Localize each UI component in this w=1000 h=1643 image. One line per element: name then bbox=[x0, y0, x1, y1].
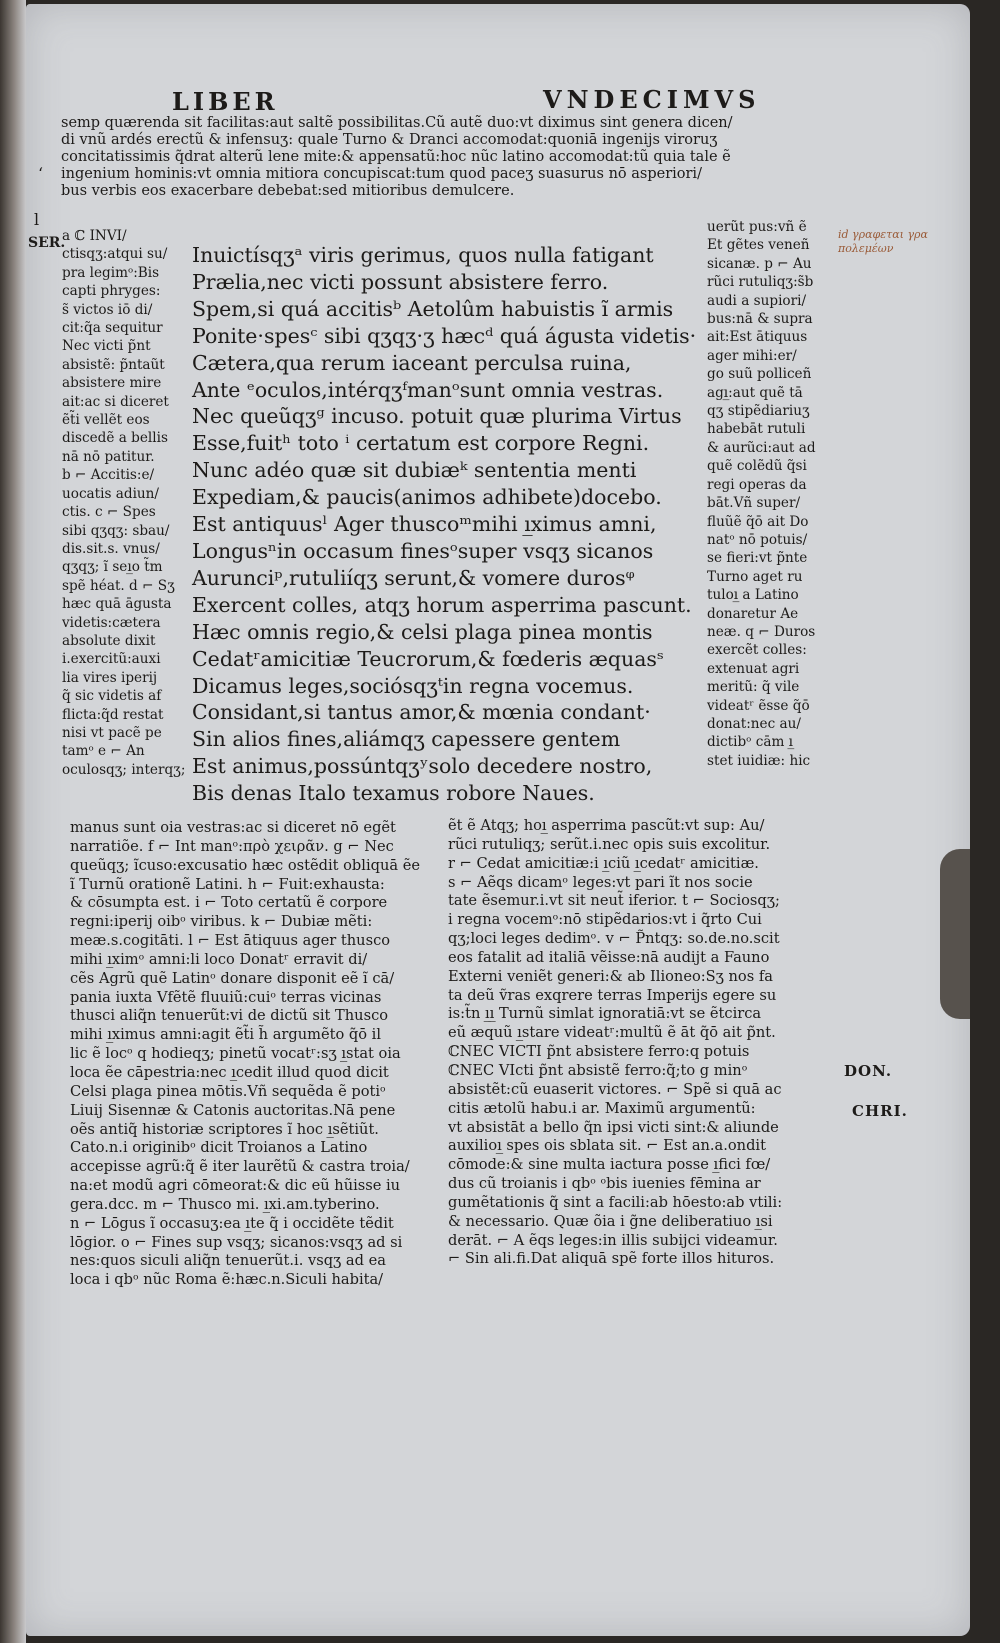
prose-intro bbox=[61, 115, 733, 200]
gloss-line: rũci rutuliqʒ:s̃b bbox=[707, 274, 814, 291]
commentary-line: mihi ı̲ximᵒ amni:li loco Donatʳ erravit di/ bbox=[70, 950, 368, 968]
gloss-line: qʒqʒ; ĩ seı̲o t̃m bbox=[62, 559, 163, 576]
verse-line: Nunc adéo quæ sit dubiæᵏ sententia menti bbox=[192, 458, 637, 483]
margin-mark-upper: ‘ bbox=[38, 164, 44, 183]
book-clasp bbox=[940, 849, 970, 1019]
verse-line: Spem,si quá accitisᵇ Aetolûm habuistis ĩ armis bbox=[192, 296, 674, 321]
verse-line: Exercent colles, atqʒ horum asperrima pascunt. bbox=[192, 592, 692, 617]
commentary-line: gumẽtationis q̃ sint a facili:ab hōesto:ab vtili: bbox=[448, 1193, 783, 1211]
commentary-line: cẽs Agrũ quẽ Latinᵒ donare disponit eẽ ĩ cā/ bbox=[70, 969, 395, 987]
gloss-line: bus:nā & supra bbox=[707, 311, 813, 328]
gloss-line: habebāt rutuli bbox=[707, 421, 806, 438]
gloss-line: meritũ: q̃ vile bbox=[707, 679, 800, 696]
commentary-line: n ⌐ Lōgus ĩ occasuʒ:ea ı̲te q̃ i occidẽte tẽdit bbox=[70, 1214, 394, 1232]
marginalia-line: id γραφεται γρα bbox=[838, 228, 928, 241]
commentary-line: s ⌐ Aẽqs dicamᵒ leges:vt pari ĩt nos socie bbox=[448, 873, 753, 891]
gloss-line: ager mihi:er/ bbox=[707, 347, 797, 364]
gloss-line: tuloı̲ a Latino bbox=[707, 587, 799, 604]
gloss-line: qʒ stipẽdiariuʒ bbox=[707, 403, 810, 420]
gloss-line: regi operas da bbox=[707, 476, 807, 493]
gloss-line: pra legimᵒ:Bis bbox=[62, 264, 160, 281]
gloss-line: sicanæ. p ⌐ Au bbox=[707, 255, 812, 272]
gloss-line: capti phryges: bbox=[62, 283, 161, 300]
verse-line: Cætera,qua rerum iaceant perculsa ruina, bbox=[192, 350, 632, 375]
commentary-line: & necessario. Quæ õia i g̃ne deliberatiuo ı̲si bbox=[448, 1212, 773, 1230]
gloss-line: donat:nec au/ bbox=[707, 715, 801, 732]
commentary-line: narratiõe. f ⌐ Int manᵒ:πρὸ χειρᾶν. g ⌐ Nec bbox=[70, 837, 394, 855]
verse-line: Cedatʳamicitiæ Teucrorum,& fœderis æquasˢ bbox=[192, 646, 664, 671]
commentary-line: Celsi plaga pinea mōtis.Vñ sequẽda ẽ potiᵒ bbox=[70, 1082, 386, 1100]
verse-line: Ponite·spesᶜ sibi qʒqʒ·ʒ hæcᵈ quá águsta videtis· bbox=[192, 323, 697, 348]
gloss-line: i.exercitũ:auxi bbox=[62, 651, 161, 668]
gloss-line: Nec victi p̃nt bbox=[62, 338, 151, 355]
commentary-line: dus cũ troianis i qbᵒ ᵒbis iuenies fēmina ar bbox=[448, 1175, 761, 1193]
gloss-line: videtis:cætera bbox=[62, 614, 161, 631]
commentary-line: manus sunt oia vestras:ac si diceret nō egẽt bbox=[70, 819, 396, 836]
marginalia-line: πολεμέων bbox=[838, 242, 894, 255]
gloss-line: agı̲:aut quẽ tā bbox=[707, 384, 803, 401]
gloss-line: q̃ sic videtis af bbox=[62, 688, 162, 705]
commentary-line: queũqʒ; ĩcuso:excusatio hæc ostẽdit obliquā ẽe bbox=[70, 856, 420, 874]
verse-line: Inuictísqʒᵃ viris gerimus, quos nulla fatigant bbox=[192, 243, 654, 267]
gloss-line: uerũt pus:vñ ẽ bbox=[707, 219, 807, 235]
verse-line: Hæc omnis regio,& celsi plaga pinea montis bbox=[192, 619, 653, 644]
gloss-line: absistẽ: p̃ntaũt bbox=[62, 356, 165, 373]
running-head-left: LIBER bbox=[172, 87, 279, 116]
verse-line: Longusⁿin occasum finesᵒsuper vsqʒ sicanos bbox=[192, 538, 654, 563]
commentary-line: thusci aliq̃n tenuerũt:vi de dictũ sit Thusco bbox=[70, 1007, 389, 1025]
verse-line: Considant,si tantus amor,& mœnia condant· bbox=[192, 700, 651, 725]
commentary-line: eũ æquũ ı̲stare videatʳ:multũ ẽ āt q̃ō ait p̃nt. bbox=[448, 1024, 776, 1042]
book-gutter bbox=[0, 0, 26, 1643]
handwritten-marginalia bbox=[838, 228, 928, 256]
commentary-line: auxilioı̲ spes ois sblata sit. ⌐ Est an.a.ondit bbox=[448, 1137, 766, 1155]
commentary-line: ẽt ẽ Atqʒ; hoı̲ asperrima pascũt:vt sup: Au/ bbox=[448, 817, 765, 834]
commentary-line: nes:quos siculi aliq̃n tenuerũt.i. vsqʒ ad ea bbox=[70, 1252, 386, 1270]
gloss-line: quẽ colẽdũ q̃si bbox=[707, 458, 807, 475]
side-label-christophorus: CHRI. bbox=[852, 1102, 908, 1120]
gloss-line: Turno aget ru bbox=[707, 568, 803, 585]
commentary-line: na:et modũ agri cōmeorat:& dic eũ hũisse iu bbox=[70, 1177, 401, 1195]
prose-line: concitatissimis q̃drat alterũ lene mite:& appensatũ:hoc nũc latino accomodat:tũ quia tale ẽ bbox=[61, 149, 731, 165]
commentary-line: lic ẽ locᵒ q hodieqʒ; pinetũ vocatʳ:sʒ ı̲stat oia bbox=[70, 1045, 401, 1063]
prose-line: bus verbis eos exacerbare debebat:sed mitioribus demulcere. bbox=[61, 183, 515, 199]
gloss-line: discedẽ a bellis bbox=[62, 430, 168, 447]
verse-line: Ante ᵉoculos,intérqʒᶠmanᵒsunt omnia vestras. bbox=[192, 377, 664, 402]
commentary-line: loca ẽe cāpestria:nec ı̲cedit illud quod dicit bbox=[70, 1063, 389, 1081]
gloss-left bbox=[62, 227, 185, 779]
gloss-line: cit:q̃a sequitur bbox=[62, 320, 163, 337]
commentary-left-column bbox=[70, 819, 420, 1290]
gloss-line: dictibᵒ cām ı̲ bbox=[707, 734, 794, 751]
commentary-line: Liuij Sisennæ & Catonis auctoritas.Nā pene bbox=[70, 1101, 396, 1119]
gloss-line: go suũ polliceñ bbox=[707, 366, 812, 383]
gloss-line: ait:ac si diceret bbox=[62, 393, 169, 410]
commentary-line: derāt. ⌐ A ẽqs leges:in illis subijci videamur. bbox=[448, 1231, 778, 1249]
gloss-line: natᵒ nō potuis/ bbox=[707, 531, 808, 548]
commentary-line: & cōsumpta est. i ⌐ Toto certatũ ẽ corpore bbox=[70, 894, 388, 912]
verse-line: Expediam,& paucis(animos adhibete)docebo. bbox=[192, 485, 662, 510]
commentary-line: qʒ;loci leges dedimᵒ. v ⌐ P̃ntqʒ: so.de.no.scit bbox=[448, 930, 780, 948]
margin-mark-sera: SER. bbox=[28, 235, 66, 251]
gloss-line: & aurũci:aut ad bbox=[707, 439, 816, 456]
commentary-line: loca i qbᵒ nũc Roma ẽ:hæc.n.Siculi habita/ bbox=[70, 1271, 384, 1289]
commentary-line: vt absistāt a bello q̃n ipsi victi sint:& aliunde bbox=[448, 1118, 779, 1136]
commentary-line: ℂNEC VIcti p̃nt absistẽ ferro:q̃;to g minᵒ bbox=[448, 1061, 748, 1079]
gloss-line: oculosqʒ; interqʒ; bbox=[62, 761, 186, 778]
gloss-line: ctisqʒ:atqui su/ bbox=[62, 246, 168, 263]
commentary-line: eos fatalit ad italiā vẽisse:nā audijt a Fauno bbox=[448, 948, 770, 966]
commentary-line: citis ætolũ habu.i ar. Maximũ argumentũ: bbox=[448, 1099, 756, 1117]
commentary-line: is:t̃n ı̲ı̲ Turnũ simlat ignoratiā:vt se ẽtcirca bbox=[448, 1005, 762, 1023]
commentary-line: Cato.n.i originibᵒ dicit Troianos a Latino bbox=[70, 1139, 368, 1157]
gloss-line: fluũẽ q̃ō ait Do bbox=[707, 513, 809, 530]
commentary-right-column bbox=[448, 817, 782, 1269]
commentary-line: i regna vocemᵒ:nō stipẽdarios:vt i q̃rto Cui bbox=[448, 911, 762, 929]
verse-line: Sin alios fines,aliámqʒ capessere gentem bbox=[192, 727, 621, 752]
commentary-line: gera.dcc. m ⌐ Thusco mi. ı̲xi.am.tyberino. bbox=[70, 1195, 380, 1213]
prose-line: ingenium hominis:vt omnia mitiora concupiscat:tum quod paceʒ suasurus nō asperiori/ bbox=[61, 166, 702, 182]
commentary-line: pania iuxta Vfẽtẽ fluuiũ:cuiᵒ terras vicinas bbox=[70, 988, 382, 1006]
prose-line: di vnũ ardés erectũ & infensuʒ: quale Turno & Dranci accomodat:quoniā ingenijs viroruʒ bbox=[61, 132, 718, 148]
commentary-line: regni:iperij oibᵒ viribus. k ⌐ Dubiæ mẽti: bbox=[70, 913, 373, 931]
gloss-line: hæc quā āgusta bbox=[62, 596, 172, 613]
commentary-line: lōgior. o ⌐ Fines sup vsqʒ; sicanos:vsqʒ ad si bbox=[70, 1233, 403, 1251]
commentary-line: ⌐ Sin ali.fi.Dat aliquā spẽ forte illos hituros. bbox=[448, 1250, 775, 1268]
gloss-line: uocatis adiun/ bbox=[62, 485, 160, 502]
gloss-line: lia vires iperij bbox=[62, 669, 158, 686]
prose-line: semp quærenda sit facilitas:aut saltẽ possibilitas.Cũ autẽ duo:vt diximus sint genera dicen/ bbox=[61, 115, 733, 131]
gloss-line: extenuat agri bbox=[707, 660, 800, 677]
gloss-line: ait:Est ātiquus bbox=[707, 329, 808, 346]
gloss-line: nisi vt pacẽ pe bbox=[62, 724, 162, 741]
side-label-donatus: DON. bbox=[844, 1062, 893, 1080]
commentary-line: Externi veniẽt generi:& ab Ilioneo:Sʒ nos fa bbox=[448, 967, 773, 985]
gloss-right bbox=[707, 218, 816, 770]
verse-block bbox=[192, 242, 696, 807]
verse-line: Est animus,possúntqʒʸsolo decedere nostro, bbox=[192, 754, 653, 779]
verse-line: Nec queũqʒᵍ incuso. potuit quæ plurima Virtus bbox=[192, 404, 682, 429]
gloss-line: donaretur Ae bbox=[707, 605, 799, 622]
gloss-line: a ℂ INVI/ bbox=[62, 228, 127, 244]
gloss-line: b ⌐ Accitis:e/ bbox=[62, 467, 155, 484]
verse-line: Esse,fuitʰ toto ⁱ certatum est corpore Regni. bbox=[192, 431, 650, 456]
gloss-line: se fieri:vt p̃nte bbox=[707, 550, 808, 567]
commentary-line: ta deũ ṽras exqrere terras Imperijs egere su bbox=[448, 986, 777, 1004]
commentary-line: mihi ı̲ximus amni:agit ẽt̃i h̃ argumẽto q̃ō il bbox=[70, 1026, 382, 1044]
verse-line: Est antiquusˡ Ager thuscoᵐmihi ı̲ximus amni, bbox=[192, 512, 657, 537]
margin-mark-lower: l bbox=[34, 210, 40, 229]
commentary-line: ℂNEC VICTI p̃nt absistere ferro:q potuis bbox=[448, 1043, 750, 1061]
gloss-line: s̃ victos iō di/ bbox=[62, 301, 153, 318]
book-page bbox=[26, 4, 970, 1636]
gloss-line: audi a supiori/ bbox=[707, 292, 807, 309]
gloss-line: bāt.Vñ super/ bbox=[707, 495, 801, 512]
commentary-line: tate ẽsemur.i.vt sit neut̃ iferior. t ⌐ Sociosqʒ; bbox=[448, 892, 780, 910]
commentary-line: ĩ Turnũ orationẽ Latini. h ⌐ Fuit:exhausta: bbox=[70, 875, 385, 893]
commentary-line: absistẽt:cũ euaserit victores. ⌐ Spẽ si quā ac bbox=[448, 1080, 782, 1098]
commentary-line: rũci rutuliqʒ; serũt.i.nec opis suis excolitur. bbox=[448, 835, 771, 853]
commentary-line: oẽs antiq̃ historiæ scriptores ĩ hoc ı̲sẽtiũt. bbox=[70, 1120, 379, 1138]
gloss-line: neæ. q ⌐ Duros bbox=[707, 623, 816, 640]
commentary-line: cōmode:& sine multa iactura posse ı̲fici fœ/ bbox=[448, 1156, 771, 1174]
gloss-line: exercẽt colles: bbox=[707, 642, 807, 659]
verse-line: Bis denas Italo texamus robore Naues. bbox=[192, 781, 595, 806]
gloss-line: absolute dixit bbox=[62, 632, 156, 649]
gloss-line: dis.sit.s. vnus/ bbox=[62, 540, 160, 557]
gloss-line: spẽ héat. d ⌐ Sʒ bbox=[62, 577, 175, 594]
gloss-line: Et gẽtes veneñ bbox=[707, 237, 810, 254]
verse-line: Aurunciᵖ,rutuliíqʒ serunt,& vomere durosᵠ bbox=[192, 565, 635, 590]
verse-line: Prælia,nec victi possunt absistere ferro. bbox=[192, 269, 609, 294]
commentary-line: r ⌐ Cedat amicitiæ:i ı̲ciũ ı̲cedatʳ amicitiæ. bbox=[448, 854, 759, 872]
gloss-line: stet iuidiæ: hic bbox=[707, 752, 811, 769]
gloss-line: nā nō patitur. bbox=[62, 448, 155, 465]
commentary-line: meæ.s.cogitāti. l ⌐ Est ātiquus ager thusco bbox=[70, 932, 391, 950]
gloss-line: videatʳ ẽsse q̃ō bbox=[707, 697, 810, 714]
gloss-line: ctis. c ⌐ Spes bbox=[62, 504, 156, 521]
gloss-line: flicta:q̃d restat bbox=[62, 706, 164, 723]
gloss-line: tamᵒ e ⌐ An bbox=[62, 743, 145, 760]
gloss-line: ẽt̃i vellẽt eos bbox=[62, 412, 150, 429]
gloss-line: absistere mire bbox=[62, 375, 162, 392]
running-head-right: VNDECIMVS bbox=[543, 85, 761, 114]
verse-line: Dicamus leges,sociósqʒᵗin regna vocemus. bbox=[192, 673, 634, 698]
commentary-line: accepisse agrũ:q̃ ẽ iter laurẽtũ & castra troia/ bbox=[70, 1158, 410, 1176]
gloss-line: sibi qʒqʒ: sbau/ bbox=[62, 522, 170, 539]
